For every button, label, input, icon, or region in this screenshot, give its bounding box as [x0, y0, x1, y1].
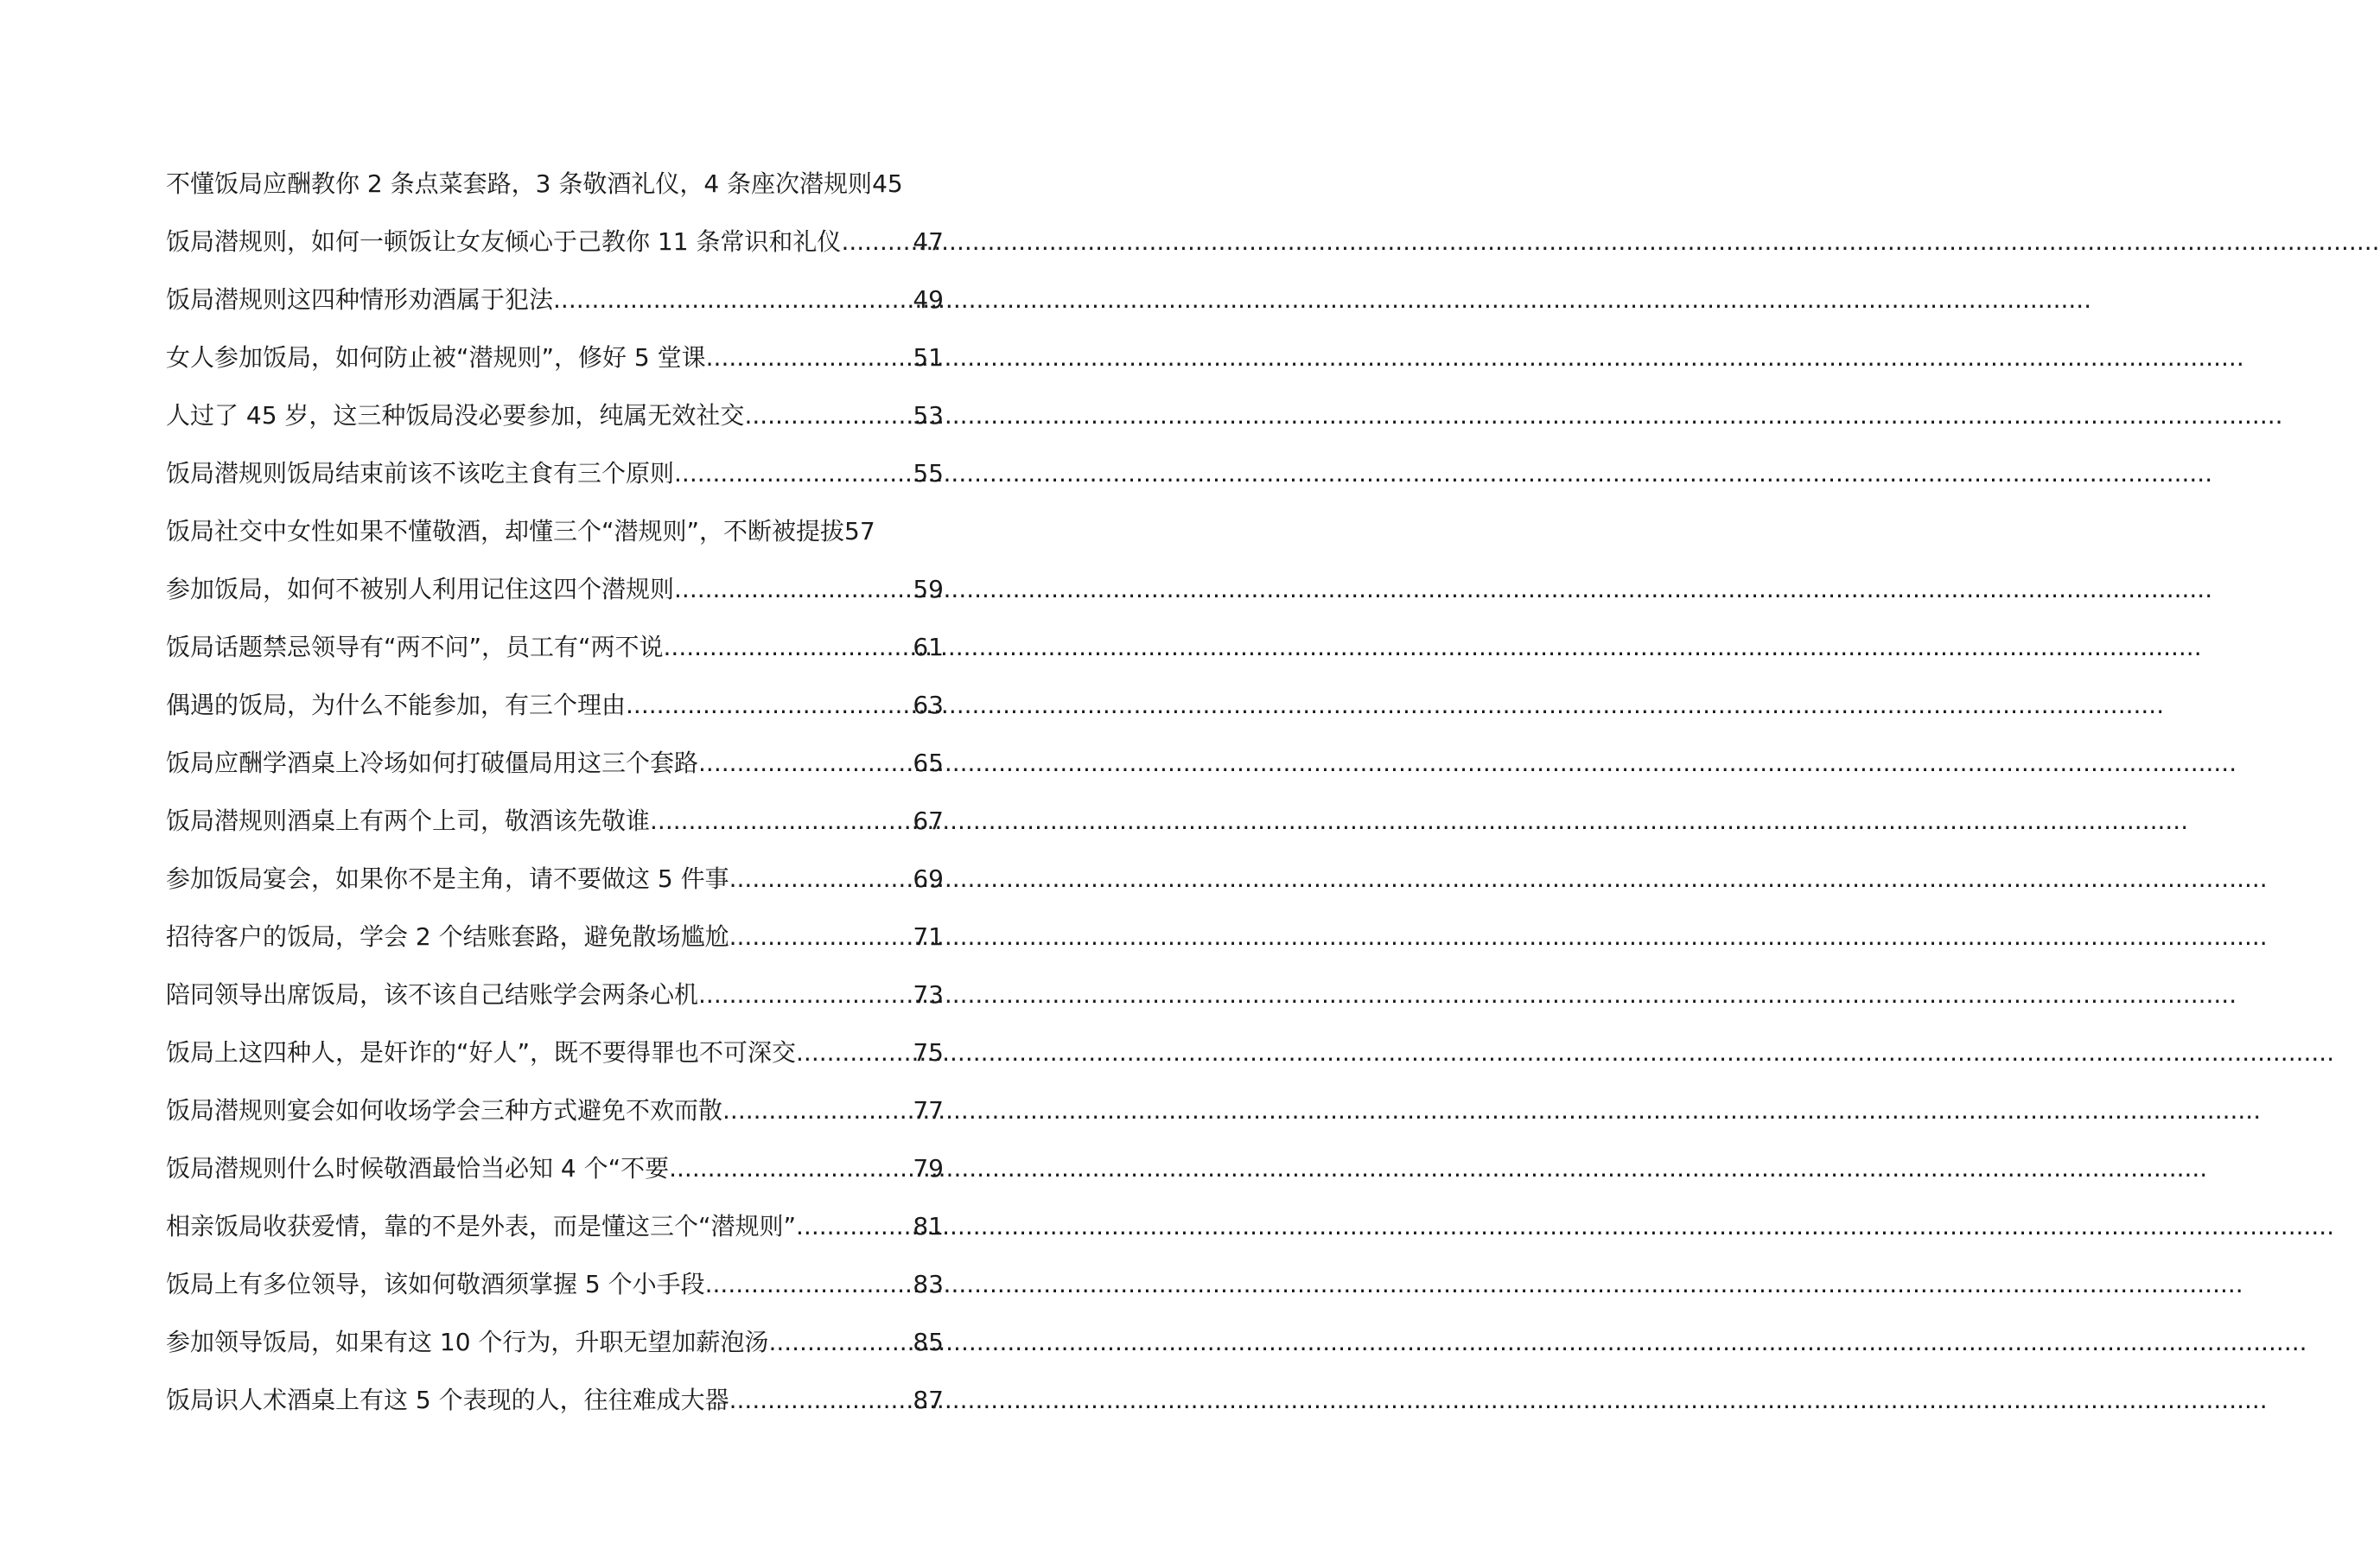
- toc-entry-page-number: 45: [872, 169, 903, 198]
- toc-entry[interactable]: [166, 952, 944, 1010]
- toc-dot-leader: [664, 633, 913, 662]
- toc-entry-title: 饭局社交中女性如果不懂敬酒，却懂三个“潜规则”，不断被提拔: [166, 517, 845, 545]
- toc-dot-leader: [729, 922, 913, 952]
- toc-entry[interactable]: [166, 1299, 944, 1357]
- toc-entry-title: 饭局潜规则饭局结束前该不该吃主食有三个原则: [166, 459, 675, 488]
- toc-entry-page-number: 77: [913, 1096, 944, 1125]
- toc-entry-title: 饭局上这四种人，是奸诈的“好人”，既不要得罪也不可深交: [166, 1038, 797, 1067]
- toc-entry-page-number: 59: [913, 575, 944, 603]
- toc-entry-page-number: 79: [913, 1154, 944, 1183]
- toc-entry-page-number: 75: [913, 1038, 944, 1067]
- toc-entry[interactable]: [166, 141, 944, 199]
- toc-entry[interactable]: [166, 1010, 944, 1068]
- toc-entry-page-number: 65: [913, 749, 944, 777]
- toc-dot-leader: [722, 1096, 913, 1126]
- toc-entry[interactable]: [166, 199, 944, 257]
- toc-entry-page-number: 61: [913, 633, 944, 661]
- toc-entry-page-number: 57: [844, 517, 875, 545]
- toc-entry-page-number: 49: [913, 285, 944, 314]
- toc-dot-leader: [674, 459, 913, 488]
- toc-entry-title: 饭局识人术酒桌上有这 5 个表现的人，往往难成大器: [166, 1386, 729, 1414]
- toc-entry-title: 饭局潜规则什么时候敬酒最恰当必知 4 个“不要: [166, 1154, 670, 1183]
- toc-entry[interactable]: [166, 1357, 944, 1415]
- toc-entry-title: 参加饭局宴会，如果你不是主角，请不要做这 5 件事: [166, 864, 729, 893]
- toc-dot-leader: [626, 691, 913, 720]
- toc-entry-page-number: 73: [913, 980, 944, 1009]
- toc-entry[interactable]: [166, 720, 944, 778]
- toc-entry-page-number: 87: [913, 1386, 944, 1414]
- toc-entry[interactable]: [166, 778, 944, 836]
- toc-entry-title: 参加领导饭局，如果有这 10 个行为，升职无望加薪泡汤: [166, 1328, 769, 1356]
- toc-dot-leader: [796, 1038, 913, 1068]
- toc-entry-title: 饭局上有多位领导，该如何敬酒须掌握 5 个小手段: [166, 1270, 705, 1298]
- toc-entry[interactable]: [166, 1126, 944, 1183]
- toc-dot-leader: [705, 1270, 913, 1299]
- toc-dot-leader: [553, 285, 913, 315]
- toc-entry-page-number: 81: [913, 1212, 944, 1240]
- toc-entry-page-number: 67: [913, 807, 944, 835]
- toc-dot-leader: [669, 1154, 913, 1183]
- table-of-contents: [166, 141, 944, 1415]
- toc-entry[interactable]: [166, 546, 944, 604]
- toc-entry-title: 饭局潜规则，如何一顿饭让女友倾心于己教你 11 条常识和礼仪: [166, 227, 842, 256]
- toc-dot-leader: [729, 1386, 913, 1415]
- toc-entry[interactable]: [166, 894, 944, 952]
- toc-entry-page-number: 71: [913, 922, 944, 951]
- toc-entry[interactable]: [166, 1241, 944, 1299]
- toc-dot-leader: [698, 980, 913, 1010]
- toc-entry[interactable]: [166, 1068, 944, 1126]
- toc-entry[interactable]: [166, 836, 944, 894]
- toc-entry-title: 参加饭局，如何不被别人利用记住这四个潜规则: [166, 575, 675, 603]
- toc-entry-page-number: 63: [913, 691, 944, 719]
- toc-entry-title: 女人参加饭局，如何防止被“潜规则”，修好 5 堂课: [166, 343, 706, 372]
- toc-entry-title: 饭局应酬学酒桌上冷场如何打破僵局用这三个套路: [166, 749, 699, 777]
- toc-entry-page-number: 85: [913, 1328, 944, 1356]
- toc-entry-title: 招待客户的饭局，学会 2 个结账套路，避免散场尴尬: [166, 922, 729, 951]
- toc-entry[interactable]: [166, 604, 944, 662]
- toc-dot-leader: [729, 864, 913, 894]
- toc-entry-page-number: 55: [913, 459, 944, 488]
- toc-entry-page-number: 47: [913, 227, 944, 256]
- toc-entry-title: 偶遇的饭局，为什么不能参加，有三个理由: [166, 691, 627, 719]
- toc-entry-page-number: 83: [913, 1270, 944, 1298]
- toc-entry[interactable]: [166, 662, 944, 720]
- toc-entry-title: 饭局潜规则宴会如何收场学会三种方式避免不欢而散: [166, 1096, 723, 1125]
- toc-entry-title: 不懂饭局应酬教你 2 条点菜套路，3 条敬酒礼仪，4 条座次潜规则: [166, 169, 873, 198]
- toc-dot-leader: [796, 1212, 913, 1241]
- toc-dot-leader: [698, 749, 913, 778]
- toc-entry-page-number: 53: [913, 401, 944, 430]
- toc-entry-page-number: 69: [913, 864, 944, 893]
- toc-entry[interactable]: [166, 430, 944, 488]
- toc-entry[interactable]: [166, 1183, 944, 1241]
- toc-entry-title: 饭局话题禁忌领导有“两不问”，员工有“两不说: [166, 633, 664, 661]
- toc-dot-leader: [706, 343, 913, 373]
- toc-entry[interactable]: [166, 373, 944, 430]
- toc-entry[interactable]: [166, 257, 944, 315]
- toc-dot-leader: [744, 401, 913, 430]
- toc-entry-title: 人过了 45 岁，这三种饭局没必要参加，纯属无效社交: [166, 401, 745, 430]
- toc-entry-title: 陪同领导出席饭局，该不该自己结账学会两条心机: [166, 980, 699, 1009]
- toc-entry-title: 饭局潜规则这四种情形劝酒属于犯法: [166, 285, 554, 314]
- toc-dot-leader: [841, 227, 913, 257]
- toc-entry-title: 相亲饭局收获爱情，靠的不是外表，而是懂这三个“潜规则”: [166, 1212, 797, 1240]
- toc-dot-leader: [674, 575, 913, 604]
- toc-dot-leader: [768, 1328, 913, 1357]
- toc-entry-title: 饭局潜规则酒桌上有两个上司，敬酒该先敬谁: [166, 807, 651, 835]
- toc-entry-page-number: 51: [913, 343, 944, 372]
- toc-entry[interactable]: [166, 488, 944, 546]
- toc-entry[interactable]: [166, 315, 944, 373]
- toc-dot-leader: [650, 807, 913, 836]
